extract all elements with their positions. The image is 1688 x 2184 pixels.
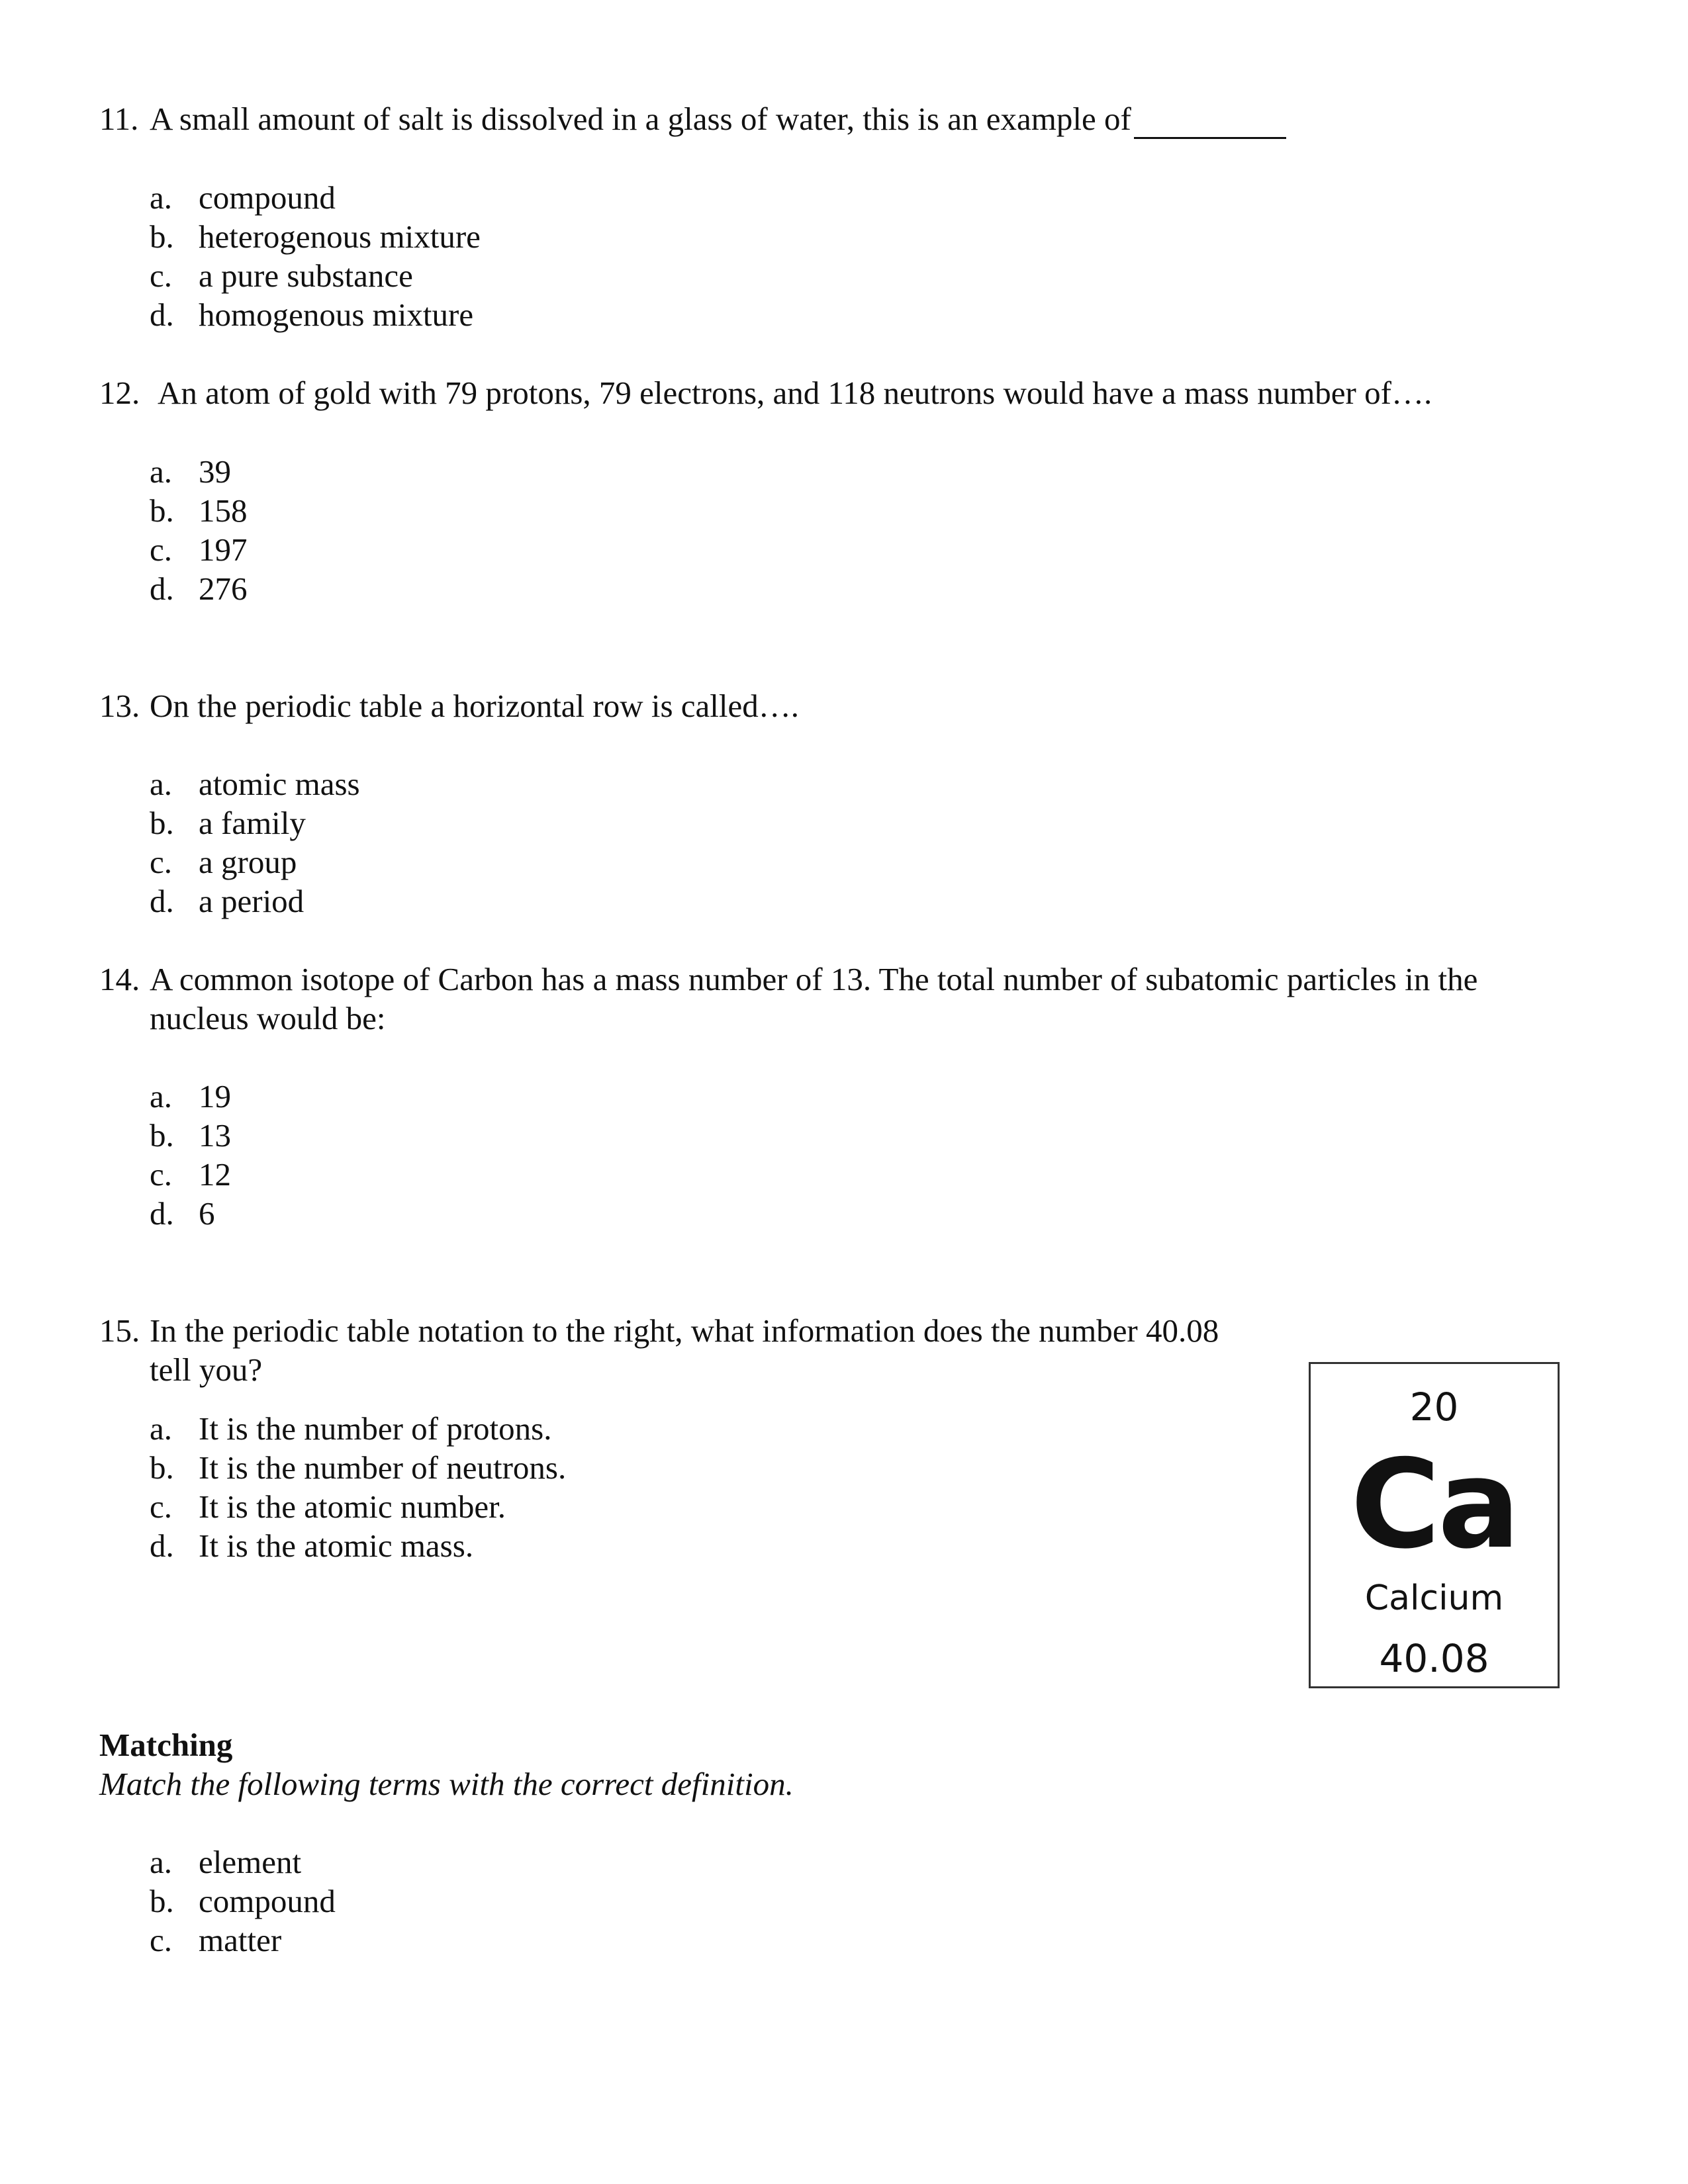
term-text: element xyxy=(199,1844,302,1880)
option-text: a period xyxy=(199,883,305,919)
question-text-line1: A common isotope of Carbon has a mass number of 13. The total number of subatomic particles in the xyxy=(150,961,1478,997)
question-text-line2: tell you? xyxy=(150,1351,263,1388)
option-text: atomic mass xyxy=(199,766,360,802)
question-13 xyxy=(99,686,799,726)
question-text: A small amount of salt is dissolved in a glass of water, this is an example of xyxy=(150,101,1131,137)
option-letter: a. xyxy=(150,1078,172,1115)
option-letter: d. xyxy=(150,296,174,333)
option-letter: b. xyxy=(150,1117,174,1154)
question-number: 15. xyxy=(99,1312,140,1349)
term-letter: a. xyxy=(150,1844,172,1880)
option-letter: c. xyxy=(150,257,172,294)
option-letter: b. xyxy=(150,1449,174,1486)
option-letter: a. xyxy=(150,766,172,802)
answer-blank xyxy=(1134,107,1286,139)
question-text-line2: nucleus would be: xyxy=(150,1000,386,1036)
option-letter: b. xyxy=(150,218,174,255)
option-text: 39 xyxy=(199,453,231,490)
question-11 xyxy=(99,99,1286,139)
option-text: It is the number of protons. xyxy=(199,1410,552,1447)
option-letter: d. xyxy=(150,883,174,919)
term-letter: b. xyxy=(150,1883,174,1919)
option-letter: a. xyxy=(150,453,172,490)
term-text: compound xyxy=(199,1883,336,1919)
option-text: heterogenous mixture xyxy=(199,218,481,255)
option-letter: c. xyxy=(150,531,172,568)
element-card-calcium xyxy=(1309,1362,1560,1688)
element-symbol: Ca xyxy=(1350,1433,1518,1576)
option-letter: c. xyxy=(150,1156,172,1193)
option-text: compound xyxy=(199,179,336,216)
option-text: It is the atomic number. xyxy=(199,1488,506,1525)
option-letter: d. xyxy=(150,570,174,607)
matching-heading: Matching xyxy=(99,1727,233,1763)
question-text: On the periodic table a horizontal row is called…. xyxy=(150,688,800,724)
option-letter: c. xyxy=(150,1488,172,1525)
option-letter: a. xyxy=(150,179,172,216)
element-atomic-mass: 40.08 xyxy=(1379,1636,1489,1681)
element-name: Calcium xyxy=(1364,1578,1504,1618)
option-text: a pure substance xyxy=(199,257,413,294)
question-text: An atom of gold with 79 protons, 79 electrons, and 118 neutrons would have a mass number of…. xyxy=(158,375,1432,411)
option-text: 6 xyxy=(199,1195,215,1232)
option-letter: b. xyxy=(150,805,174,841)
term-letter: c. xyxy=(150,1922,172,1958)
option-text: 12 xyxy=(199,1156,231,1193)
option-text: It is the atomic mass. xyxy=(199,1527,474,1564)
option-text: 197 xyxy=(199,531,248,568)
option-text: homogenous mixture xyxy=(199,296,474,333)
question-text-line1: In the periodic table notation to the right, what information does the number 40.08 xyxy=(150,1312,1219,1349)
question-14 xyxy=(99,960,1477,999)
question-number: 13. xyxy=(99,688,140,724)
option-text: a group xyxy=(199,844,297,880)
question-number: 11. xyxy=(99,101,139,137)
option-text: 158 xyxy=(199,492,248,529)
option-letter: c. xyxy=(150,844,172,880)
option-letter: a. xyxy=(150,1410,172,1447)
option-letter: d. xyxy=(150,1527,174,1564)
question-12 xyxy=(99,373,1432,413)
option-text: a family xyxy=(199,805,306,841)
matching-instructions: Match the following terms with the correct definition. xyxy=(99,1766,794,1802)
option-text: 276 xyxy=(199,570,248,607)
term-text: matter xyxy=(199,1922,282,1958)
element-atomic-number: 20 xyxy=(1409,1385,1459,1430)
option-text: 13 xyxy=(199,1117,231,1154)
option-text: It is the number of neutrons. xyxy=(199,1449,567,1486)
option-letter: b. xyxy=(150,492,174,529)
question-number: 12. xyxy=(99,375,140,411)
option-letter: d. xyxy=(150,1195,174,1232)
option-text: 19 xyxy=(199,1078,231,1115)
question-number: 14. xyxy=(99,961,140,997)
question-15 xyxy=(99,1311,1219,1351)
